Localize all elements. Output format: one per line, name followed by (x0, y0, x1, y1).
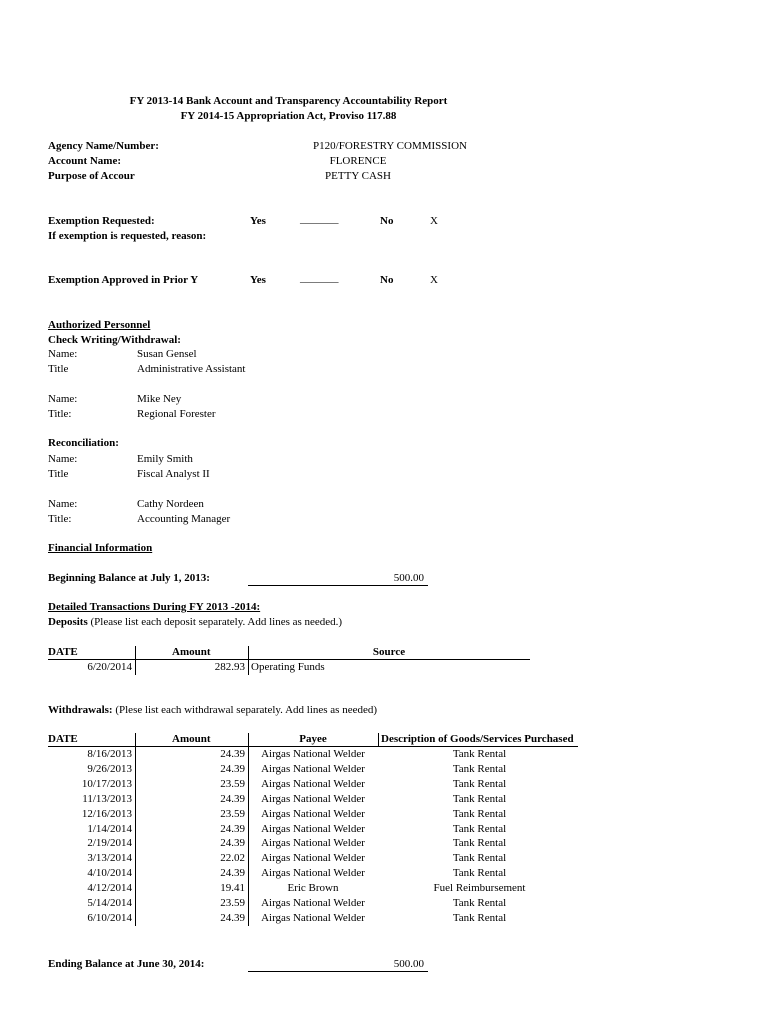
exemption-no-label: No (380, 215, 394, 227)
beginning-balance-label: Beginning Balance at July 1, 2013: (48, 572, 210, 584)
withdrawal-row (0, 763, 770, 778)
withdrawal-row (0, 778, 770, 793)
withdrawals-header-rule (48, 746, 578, 747)
withdrawal-payee: Airgas National Welder (261, 762, 365, 775)
withdrawal-description: Tank Rental (452, 762, 507, 775)
withdrawal-description: Tank Rental (452, 852, 507, 865)
withdrawal-row (0, 837, 770, 852)
account-name-label: Account Name: (48, 155, 122, 167)
exemption-reason-label: If exemption is requested, reason: (48, 230, 207, 242)
deposit-row (0, 661, 770, 676)
exemption-requested-label: Exemption Requested: (48, 215, 155, 227)
withdrawal-date: 4/10/2014 (87, 867, 132, 880)
withdrawal-payee: Airgas National Welder (261, 867, 365, 880)
withdrawal-row (0, 912, 770, 927)
withdrawal-amount: 22.02 (220, 852, 245, 865)
withdrawal-payee: Eric Brown (287, 882, 339, 895)
withdrawal-date: 12/16/2013 (81, 807, 132, 820)
authorized-personnel-heading: Authorized Personnel (48, 319, 151, 331)
withdrawal-row (0, 823, 770, 838)
person-name: Emily Smith (137, 453, 193, 465)
withdrawal-description: Tank Rental (452, 792, 507, 805)
withdrawal-amount: 24.39 (220, 867, 245, 880)
withdrawal-amount: 24.39 (220, 748, 245, 760)
person-title: Regional Forester (137, 408, 216, 420)
person-name-label: Name: (48, 348, 78, 360)
withdrawal-date: 8/16/2013 (87, 748, 132, 760)
report-title-line1: FY 2013-14 Bank Account and Transparency Accountability Report (129, 95, 448, 107)
approved-no-label: No (380, 274, 394, 286)
withdrawal-date: 6/10/2014 (87, 911, 132, 924)
withdrawal-date: 2/19/2014 (87, 837, 132, 850)
person-name-label: Name: (48, 393, 78, 405)
withdrawal-amount: 24.39 (220, 837, 245, 850)
deposits-date-header: DATE (48, 646, 78, 658)
withdrawals-col-divider (378, 733, 379, 747)
person-title: Fiscal Analyst II (137, 468, 210, 480)
withdrawal-payee: Airgas National Welder (261, 911, 365, 924)
withdrawal-payee: Airgas National Welder (261, 748, 365, 760)
person-title-label: Title (48, 468, 69, 480)
withdrawals-instruction (48, 704, 377, 717)
withdrawal-payee: Airgas National Welder (261, 777, 365, 790)
person-title-label: Title: (48, 513, 72, 525)
withdrawals-amount-header: Amount (172, 733, 211, 745)
agency-name-value: P120/FORESTRY COMMISSION (313, 140, 467, 152)
person-title-label: Title: (48, 408, 72, 420)
withdrawal-date: 4/12/2014 (87, 882, 132, 895)
reconciliation-heading: Reconciliation: (48, 437, 119, 449)
withdrawal-date: 1/14/2014 (87, 822, 132, 835)
detailed-transactions-heading: Detailed Transactions During FY 2013 -2014: (48, 601, 261, 613)
withdrawal-payee: Airgas National Welder (261, 807, 365, 820)
person-name: Mike Ney (137, 393, 182, 405)
account-name-value: FLORENCE (329, 155, 387, 167)
person-name-label: Name: (48, 498, 78, 510)
check-writing-heading: Check Writing/Withdrawal: (48, 334, 181, 346)
withdrawal-row (0, 793, 770, 808)
exemption-yes-label: Yes (250, 215, 266, 227)
deposits-instruction (48, 616, 342, 629)
person-name: Cathy Nordeen (137, 498, 204, 510)
withdrawal-row (0, 852, 770, 867)
withdrawals-payee-header: Payee (299, 733, 327, 745)
approved-no-mark: X (430, 274, 438, 286)
withdrawal-row (0, 748, 770, 763)
withdrawal-amount: 24.39 (220, 792, 245, 805)
deposits-amount-header: Amount (172, 646, 211, 658)
withdrawal-description: Tank Rental (452, 777, 507, 790)
withdrawal-payee: Airgas National Welder (261, 852, 365, 865)
agency-name-label: Agency Name/Number: (48, 140, 159, 152)
withdrawal-date: 5/14/2014 (87, 897, 132, 909)
withdrawal-date: 9/26/2013 (87, 762, 132, 775)
withdrawal-amount: 24.39 (220, 822, 245, 835)
person-name-label: Name: (48, 453, 78, 465)
withdrawal-amount: 23.59 (220, 777, 245, 790)
withdrawal-amount: 23.59 (220, 897, 245, 909)
withdrawal-description: Tank Rental (452, 867, 507, 880)
person-title-label: Title (48, 363, 69, 375)
withdrawal-payee: Airgas National Welder (261, 837, 365, 850)
purpose-value: PETTY CASH (325, 170, 391, 182)
exemption-no-mark: X (430, 215, 438, 227)
person-title: Accounting Manager (137, 513, 231, 525)
withdrawal-description: Tank Rental (452, 748, 507, 760)
purpose-label: Purpose of Accour (48, 170, 135, 182)
withdrawal-description: Tank Rental (452, 911, 507, 924)
withdrawal-date: 11/13/2013 (82, 792, 132, 805)
withdrawal-date: 3/13/2014 (87, 852, 132, 865)
deposits-label: Deposits (48, 616, 88, 628)
withdrawal-date: 10/17/2013 (81, 777, 132, 790)
ending-balance-underline (248, 971, 428, 972)
withdrawal-payee: Airgas National Welder (261, 792, 365, 805)
person-title: Administrative Assistant (137, 363, 246, 375)
approved-yes-blank: _______ (300, 272, 339, 284)
withdrawals-label: Withdrawals: (48, 704, 113, 716)
withdrawal-row (0, 882, 770, 897)
withdrawals-desc-header: Description of Goods/Services Purchased (381, 733, 574, 745)
deposit-amount: 282.93 (214, 661, 245, 673)
withdrawal-payee: Airgas National Welder (261, 897, 365, 909)
deposit-source: Operating Funds (251, 661, 325, 673)
ending-balance-value: 500.00 (393, 958, 424, 970)
deposit-date: 6/20/2014 (87, 661, 132, 673)
withdrawal-amount: 24.39 (220, 762, 245, 775)
beginning-balance-value: 500.00 (393, 572, 424, 584)
withdrawal-amount: 24.39 (220, 911, 245, 924)
withdrawal-description: Tank Rental (452, 807, 507, 820)
withdrawal-payee: Airgas National Welder (261, 822, 365, 835)
withdrawal-row (0, 808, 770, 823)
person-name: Susan Gensel (137, 348, 197, 360)
deposits-header-rule (48, 659, 530, 660)
beginning-balance-underline (248, 585, 428, 586)
withdrawal-description: Tank Rental (452, 897, 507, 909)
withdrawal-description: Tank Rental (452, 822, 507, 835)
report-title-line2: FY 2014-15 Appropriation Act, Proviso 117.88 (180, 110, 397, 122)
withdrawal-amount: 23.59 (220, 807, 245, 820)
deposits-note: (Please list each deposit separately. Add lines as needed.) (87, 616, 343, 628)
withdrawal-amount: 19.41 (220, 882, 245, 895)
exemption-approved-label: Exemption Approved in Prior Y (48, 274, 199, 286)
withdrawal-row (0, 867, 770, 882)
withdrawals-date-header: DATE (48, 733, 78, 745)
exemption-yes-blank: _______ (300, 213, 339, 225)
approved-yes-label: Yes (250, 274, 266, 286)
ending-balance-label: Ending Balance at June 30, 2014: (48, 958, 205, 970)
financial-info-heading: Financial Information (48, 542, 153, 554)
deposits-source-header: Source (372, 646, 406, 658)
withdrawal-description: Tank Rental (452, 837, 507, 850)
withdrawal-row (0, 897, 770, 912)
withdrawal-description: Fuel Reimbursement (433, 882, 526, 895)
withdrawals-note: (Plese list each withdrawal separately. Add lines as needed) (112, 704, 378, 716)
